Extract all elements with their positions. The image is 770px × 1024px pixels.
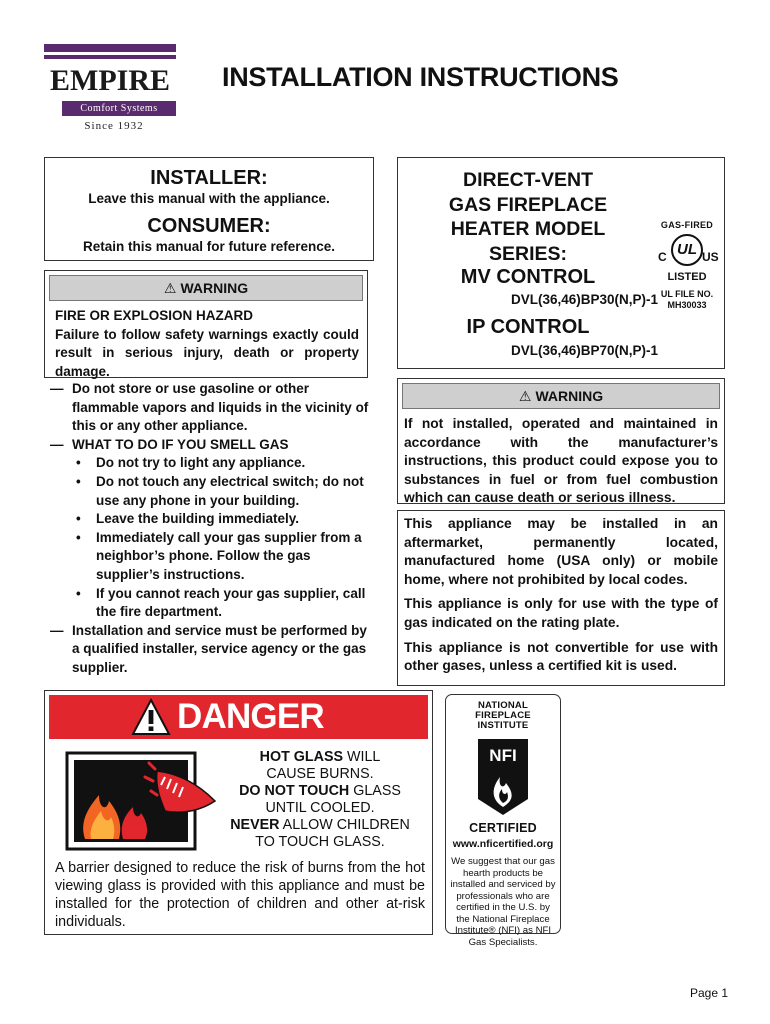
danger-emphasis: HOT GLASS (259, 749, 344, 765)
list-subitem-text: Immediately call your gas supplier from a neighbor’s phone. Follow the gas supplier’s instructions. (96, 529, 362, 582)
list-item-text: WHAT TO DO IF YOU SMELL GAS (72, 436, 289, 452)
bullet-marker: • (76, 529, 81, 545)
mv-control-heading: MV CONTROL (460, 266, 596, 288)
ip-model-number: DVL(36,46)BP70(N,P)-1 (510, 343, 658, 358)
page-number: Page 1 (690, 986, 729, 1000)
list-item (50, 380, 372, 436)
ul-logo (648, 232, 726, 270)
dash-marker: — (50, 436, 64, 452)
danger-line: CAUSE BURNS. (266, 766, 374, 782)
warning-label: WARNING (180, 280, 249, 296)
danger-triangle-icon (131, 697, 171, 737)
consumer-text: Retain this manual for future reference. (82, 239, 336, 254)
danger-text: ALLOW CHILDREN (279, 817, 410, 833)
nfi-emblem-text: NFI (489, 746, 517, 765)
ul-file-value: MH30033 (667, 300, 707, 310)
danger-text: WILL (343, 749, 381, 765)
model-heading-line: SERIES: (488, 242, 568, 265)
ul-listed-label: LISTED (667, 271, 707, 283)
info-paragraph: This appliance is not convertible for use with other gases, unless a certified kit is used. (404, 639, 718, 674)
warning-text (45, 301, 367, 381)
warning-label: WARNING (535, 388, 604, 404)
list-subitem (50, 473, 372, 510)
model-heading-line: HEATER MODEL (450, 218, 606, 240)
logo-band-thin (44, 55, 176, 59)
list-item (50, 436, 372, 455)
dash-marker: — (50, 381, 64, 396)
nfi-title-line: FIREPLACE (475, 710, 531, 721)
nfi-certified-label: CERTIFIED (469, 821, 537, 835)
page-title: INSTALLATION INSTRUCTIONS (222, 62, 619, 92)
dash-marker: — (50, 622, 64, 638)
bullet-marker: • (76, 473, 81, 489)
list-subitem (50, 454, 372, 473)
list-item-text: Installation and service must be performed by a qualified installer, service agency or the gas supplier. (72, 622, 367, 675)
warning-triangle-icon: ⚠ (518, 388, 532, 404)
danger-word: DANGER (177, 697, 324, 736)
danger-line (213, 817, 427, 834)
combustion-warning-box (397, 378, 725, 504)
model-heading-line: GAS FIREPLACE (448, 193, 608, 216)
nfi-title-line: INSTITUTE (477, 720, 529, 731)
bullet-marker: • (76, 585, 81, 601)
ul-us-label: US (702, 250, 719, 264)
mv-model-number: DVL(36,46)BP30(N,P)-1 (510, 292, 658, 307)
ul-file-number (648, 289, 726, 311)
list-subitem (50, 529, 372, 585)
list-subitem (50, 510, 372, 529)
hot-glass-burn-icon (65, 751, 235, 861)
ip-control-heading: IP CONTROL (466, 316, 590, 338)
list-subitem-text: Leave the building immediately. (96, 511, 300, 527)
ul-circle-icon: UL (671, 234, 703, 266)
warning-triangle-icon: ⚠ (163, 280, 177, 296)
danger-line: TO TOUCH GLASS. (255, 834, 385, 850)
danger-banner (49, 695, 428, 739)
nfi-emblem-shape (476, 737, 530, 817)
bullet-marker: • (76, 455, 81, 471)
ul-listed-mark (648, 220, 726, 320)
consumer-heading: CONSUMER: (147, 215, 271, 237)
list-subitem-text: Do not touch any electrical switch; do not use any phone in your building. (96, 473, 364, 508)
installer-consumer-box (44, 157, 374, 261)
ul-cert-label: GAS-FIRED (660, 220, 714, 230)
barrier-notice: A barrier designed to reduce the risk of burns from the hot viewing glass is provided with this appliance and must be installed for the protection of children and other at-risk individuals. (55, 860, 425, 930)
installer-heading: INSTALLER: (150, 167, 268, 189)
nfi-title (446, 701, 560, 731)
warning-text: If not installed, operated and maintained in accordance with the manufacturer’s instructions, this product could expose you to substances in fuel or from fuel combustion which can cause death or serious illness. (404, 416, 718, 506)
installer-text: Leave this manual with the appliance. (88, 191, 330, 206)
nfi-url: www.nficertified.org (452, 838, 554, 850)
logo-subtitle: Comfort Systems (62, 101, 176, 116)
warning-header (402, 383, 720, 409)
list-subitem (50, 585, 372, 622)
nfi-title-line: NATIONAL (478, 700, 528, 711)
safety-list (50, 380, 372, 678)
logo-band-top (44, 44, 176, 52)
empire-logo (44, 44, 176, 144)
ul-c-label: C (658, 250, 667, 264)
danger-emphasis: DO NOT TOUCH (239, 783, 350, 799)
hazard-line: FIRE OR EXPLOSION HAZARD (55, 308, 254, 323)
nfi-description: We suggest that our gas hearth products be installed and serviced by professionals who are certified in the U.S. by the National Fireplace Institute® (NFI) as NFI Gas Specialists. (450, 856, 556, 948)
danger-text: GLASS (349, 783, 401, 799)
ul-file-label: UL FILE NO. (660, 289, 714, 299)
logo-since: Since 1932 (84, 120, 144, 132)
danger-line (213, 749, 427, 766)
installation-info-box (397, 510, 725, 686)
list-item-text: Do not store or use gasoline or other flammable vapors and liquids in the vicinity of this or any other appliance. (72, 381, 369, 434)
warning-header (49, 275, 363, 301)
nfi-certified-box (445, 694, 561, 948)
nfi-flame-icon (476, 737, 530, 817)
danger-emphasis: NEVER (230, 817, 280, 833)
info-paragraph: This appliance may be installed in an aftermarket, permanently located, manufactured home (USA only) or mobile home, where not prohibited by local codes. (404, 516, 718, 587)
model-series-box (397, 157, 725, 369)
list-item (50, 622, 372, 678)
list-subitem-text: If you cannot reach your gas supplier, call the fire department. (96, 585, 366, 620)
danger-line: UNTIL COOLED. (265, 800, 375, 816)
info-paragraph: This appliance is only for use with the type of gas indicated on the rating plate. (404, 596, 718, 630)
model-heading (398, 168, 658, 266)
list-subitem-text: Do not try to light any appliance. (96, 455, 306, 471)
bullet-marker: • (76, 511, 81, 527)
logo-name: EMPIRE (50, 64, 170, 97)
hazard-detail: Failure to follow safety warnings exactly could result in serious injury, death or property damage. (55, 326, 359, 379)
model-heading-line: DIRECT-VENT (462, 169, 593, 191)
danger-box (44, 690, 433, 935)
danger-message (213, 749, 427, 851)
fire-warning-box (44, 270, 368, 378)
danger-line (213, 783, 427, 800)
